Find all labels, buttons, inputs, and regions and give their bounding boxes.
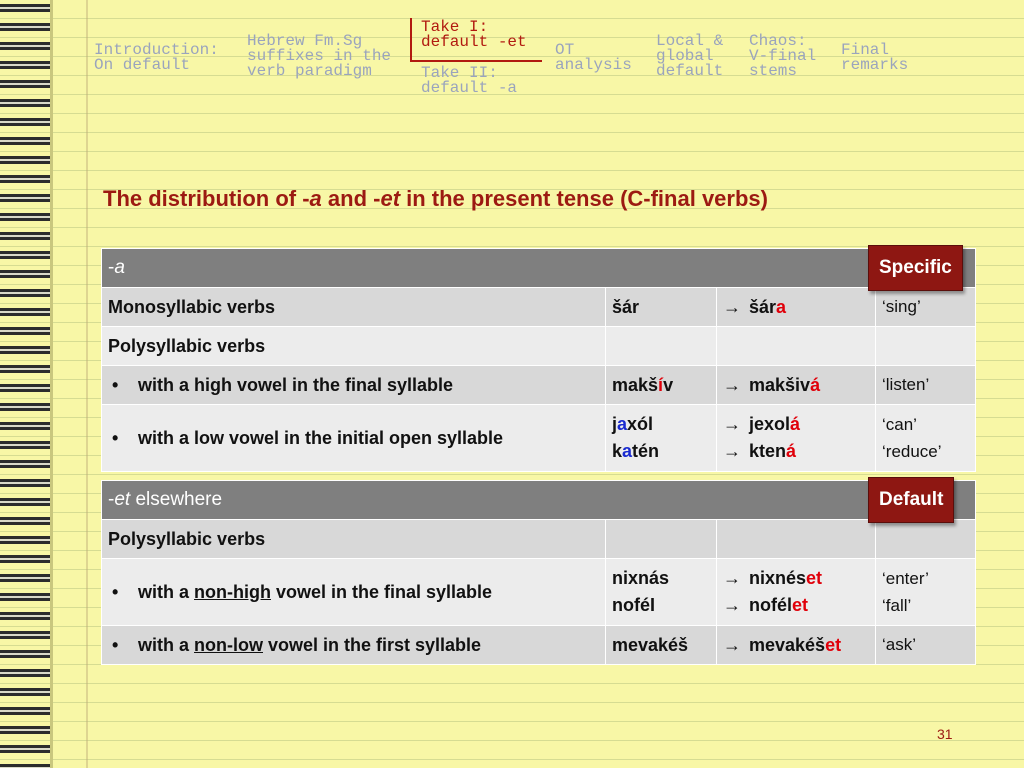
derived-form: → makšivá	[717, 366, 876, 405]
spiral-binding	[0, 0, 50, 768]
nav-active-underline	[410, 60, 542, 62]
table-header-a: -a	[102, 249, 976, 288]
table-specific-a	[101, 248, 976, 472]
table-row	[102, 626, 976, 665]
table-row	[102, 327, 976, 366]
derived-form: → mevakéšet	[717, 626, 876, 665]
gloss: ‘can’ ‘reduce’	[876, 405, 976, 472]
base-form: jaxól katén	[606, 405, 717, 472]
derived-form: → nixnéset → nofélet	[717, 559, 876, 626]
table-header-et: -et elsewhere	[102, 481, 976, 520]
nav-take-2[interactable]: Take II: default -a	[421, 64, 518, 97]
table-default-et	[101, 480, 976, 665]
nav-hebrew-suffixes[interactable]: Hebrew Fm.Sg suffixes in the verb paradigm	[247, 32, 392, 80]
arrow-icon: →	[723, 374, 741, 395]
page-number: 31	[937, 726, 953, 742]
row-label: • with a high vowel in the final syllable	[102, 366, 606, 405]
bullet-icon: •	[112, 581, 119, 602]
row-label: • with a low vowel in the initial open syllable	[102, 405, 606, 472]
base-form: nixnás noféI	[606, 559, 717, 626]
table-row	[102, 288, 976, 327]
gloss: ‘sing’	[876, 288, 976, 327]
nav-chaos[interactable]: Chaos: V-final stems	[749, 32, 817, 80]
nav-introduction[interactable]: Introduction: On default	[94, 41, 219, 74]
table-row	[102, 366, 976, 405]
bullet-icon: •	[112, 427, 119, 448]
gloss: ‘listen’	[876, 366, 976, 405]
row-label: Monosyllabic verbs	[102, 288, 606, 327]
nav-take-1[interactable]: Take I: default -et	[421, 18, 527, 51]
base-form: šár	[606, 288, 717, 327]
derived-form: → šára	[717, 288, 876, 327]
gloss: ‘enter’ ‘fall’	[876, 559, 976, 626]
arrow-icon: →	[723, 441, 741, 461]
margin-line	[86, 0, 88, 768]
specific-badge: Specific	[868, 245, 963, 291]
arrow-icon: →	[723, 595, 741, 615]
gloss: ‘ask’	[876, 626, 976, 665]
base-form: mevakéš	[606, 626, 717, 665]
row-label: Polysyllabic verbs	[102, 327, 606, 366]
base-form: makšív	[606, 366, 717, 405]
row-label: Polysyllabic verbs	[102, 520, 606, 559]
row-label: • with a non-low vowel in the first syllable	[102, 626, 606, 665]
arrow-icon: →	[723, 296, 741, 317]
arrow-icon: →	[723, 634, 741, 655]
nav-ot-analysis[interactable]: OT analysis	[555, 41, 632, 74]
table-row	[102, 559, 976, 626]
arrow-icon: →	[723, 414, 741, 434]
table-row	[102, 520, 976, 559]
derived-form: → jexolá → ktená	[717, 405, 876, 472]
default-badge: Default	[868, 477, 954, 523]
arrow-icon: →	[723, 568, 741, 588]
bullet-icon: •	[112, 634, 119, 655]
nav-local-global[interactable]: Local & global default	[656, 32, 724, 80]
bullet-icon: •	[112, 374, 119, 395]
row-label: • with a non-high vowel in the final syllable	[102, 559, 606, 626]
nav-final-remarks[interactable]: Final remarks	[841, 41, 909, 74]
slide-title: The distribution of -a and -et in the present tense (C-final verbs)	[103, 186, 768, 211]
table-row	[102, 405, 976, 472]
nav-active-left-rule	[410, 18, 412, 61]
